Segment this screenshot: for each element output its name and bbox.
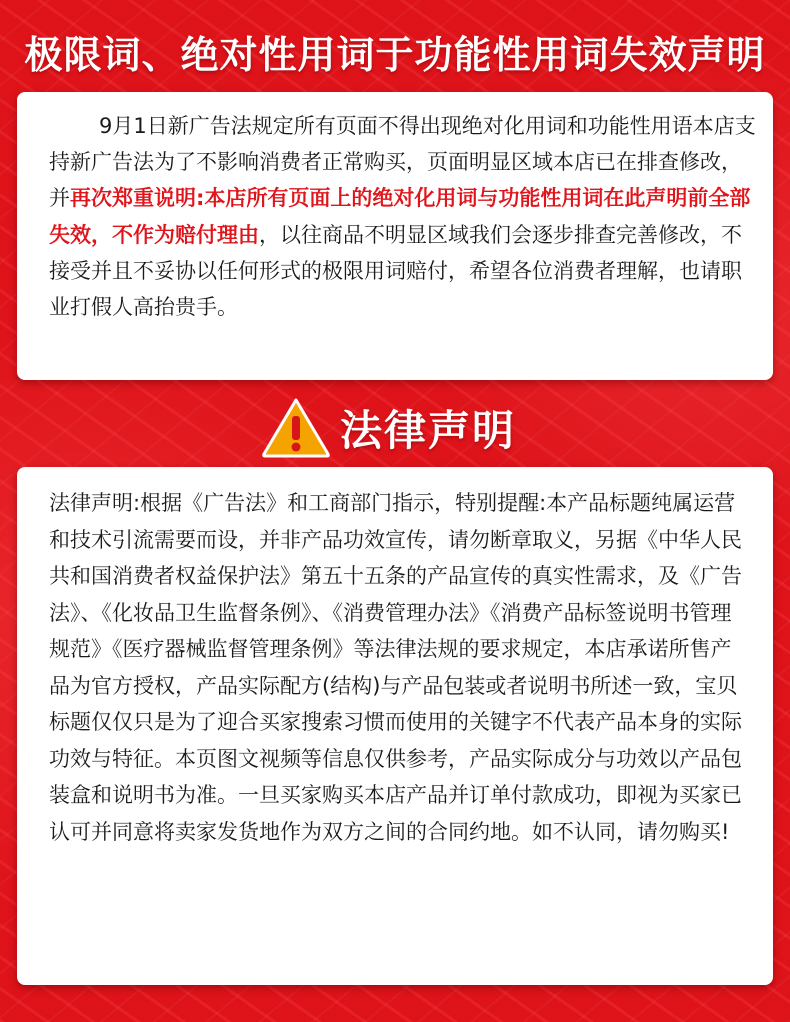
legal-card — [17, 467, 773, 985]
disclaimer-card — [17, 92, 773, 380]
disclaimer-text-before: 9月1日新广告法规定所有页面不得出现绝对化用词和功能性用语本店支持新广告法为了不影响消费者正常购买，页面明显区域本店已在排查修改，并 — [49, 114, 756, 211]
legal-title: 法律声明 — [340, 406, 517, 455]
disclaimer-text-after: ，以往商品不明显区域我们会逐步排查完善修改，不接受并且不妥协以任何形式的极限用词赔付，希望各位消费者理解，也请职业打假人高抬贵手。 — [49, 222, 742, 320]
disclaimer-highlight: 再次郑重说明:本店所有页面上的绝对化用词与功能性用词在此声明前全部失效，不作为赔付理由 — [49, 186, 751, 247]
disclaimer-text — [49, 108, 757, 325]
page-title: 极限词、绝对性用词于功能性用词失效声明 — [24, 33, 766, 77]
warning-icon — [261, 396, 331, 458]
legal-body: 法律声明:根据《广告法》和工商部门指示，特别提醒:本产品标题纯属运营和技术引流需要而设，并非产品功效宣传，请勿断章取义，另据《中华人民共和国消费者权益保护法》第五十五条的产品宣传的真实性需求，及《广告法》、《化妆品卫生监督条例》、《消费管理办法》《消费产品标签说明书管理规范》《医疗器械监督管理条例》等法律法规的要求规定，本店承诺所售产品为官方授权，产品实际配方(结构)与产品包装或者说明书所述一致，宝贝标题仅仅只是为了迎合买家搜索习惯而使用的关键字不代表产品本身的实际功效与特征。本页图文视频等信息仅供参考，产品实际成分与功效以产品包装盒和说明书为准。一旦买家购买本店产品并订单付款成功，即视为买家已认可并同意将卖家发货地作为双方之间的合同约地。如不认同，请勿购买! — [49, 491, 742, 844]
